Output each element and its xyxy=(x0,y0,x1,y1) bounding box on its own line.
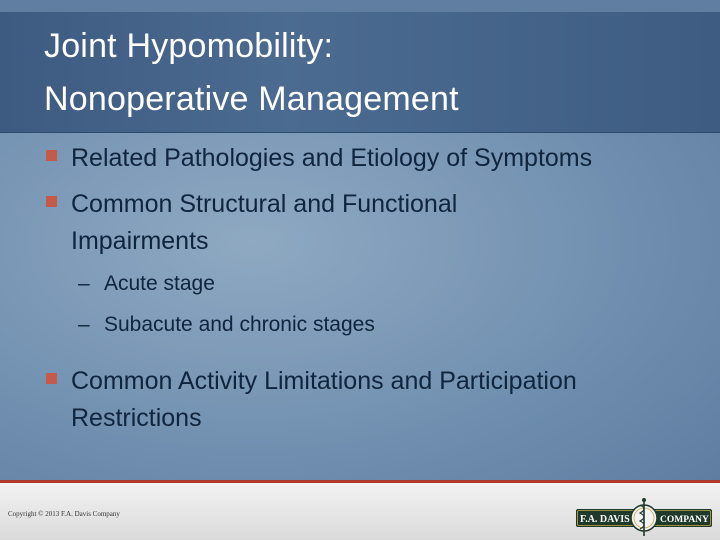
title-line-1: Joint Hypomobility: xyxy=(44,27,334,65)
bullet-item xyxy=(44,140,694,177)
fa-davis-logo xyxy=(576,497,712,537)
bullet-text-continued: Restrictions xyxy=(71,404,202,432)
logo-left-text: F.A. DAVIS xyxy=(580,514,630,525)
dash-marker: – xyxy=(78,272,90,295)
logo-right-text: COMPANY xyxy=(660,515,709,525)
copyright-text: Copyright © 2013 F.A. Davis Company xyxy=(8,510,120,518)
bullet-item xyxy=(44,186,694,260)
sub-bullet-text: Subacute and chronic stages xyxy=(104,313,375,336)
footer xyxy=(0,480,720,540)
sub-bullet-item xyxy=(44,309,694,341)
bullet-text: Related Pathologies and Etiology of Symptoms xyxy=(71,144,593,172)
sub-bullet-text: Acute stage xyxy=(104,272,215,295)
bullet-text: Common Structural and Functional xyxy=(71,190,458,218)
sub-bullet-item xyxy=(44,268,694,300)
bullet-text-continued: Impairments xyxy=(71,227,209,255)
slide-title xyxy=(44,20,684,126)
title-line-2: Nonoperative Management xyxy=(44,80,459,118)
dash-marker: – xyxy=(78,313,90,336)
bullet-list xyxy=(44,140,694,437)
square-bullet-icon xyxy=(46,150,57,161)
top-rule xyxy=(0,0,720,12)
square-bullet-icon xyxy=(46,373,57,384)
bullet-item xyxy=(44,363,694,437)
square-bullet-icon xyxy=(46,196,57,207)
bullet-text: Common Activity Limitations and Participation xyxy=(71,367,577,395)
